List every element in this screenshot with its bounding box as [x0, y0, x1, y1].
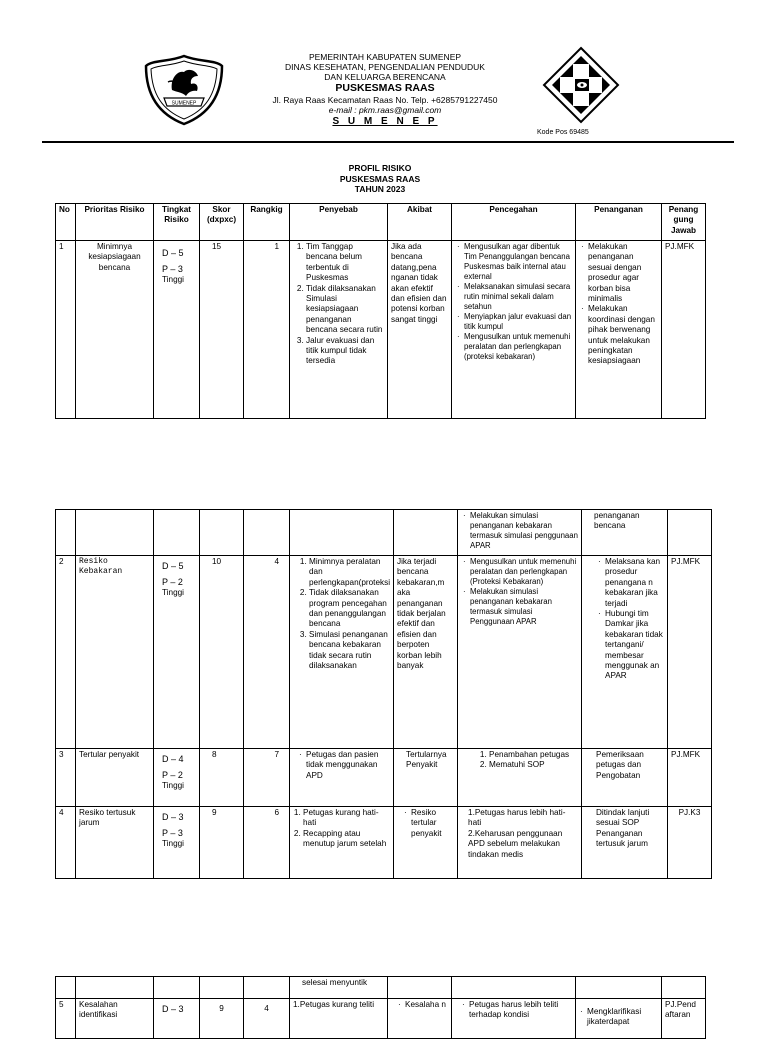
list-item: · Melakukan simulasi penanganan kebakaran termasuk simulasi penggunaan APAR [470, 511, 578, 551]
akibat: Tertularnya Penyakit [394, 749, 458, 807]
col-tingkat: Tingkat Risiko [154, 204, 200, 241]
risk-level [154, 556, 200, 749]
list-item: 2. Recapping atau menutup jarum setelah [303, 829, 390, 850]
list-item: 1. Penambahan petugas [489, 750, 578, 760]
row-no: 1 [56, 241, 76, 419]
level-d: D – 4 [162, 754, 184, 764]
title-line-2: PUSKESMAS RAAS [339, 173, 421, 184]
puskesmas-logo [542, 46, 620, 129]
level-d: D – 5 [162, 561, 184, 571]
list-item: · Melaksanakan simulasi secara rutin minimal sekali dalam setahun [464, 282, 572, 312]
level-p: P – 3 [162, 264, 183, 275]
akibat [394, 807, 458, 879]
penyebab: 1.Petugas kurang teliti [290, 999, 388, 1039]
penanganan-list [582, 556, 668, 749]
list-item: · Menyiapkan jalur evakuasi dan titik kumpul [464, 312, 572, 332]
rank: 1 [244, 241, 290, 419]
pencegahan-cont [458, 510, 582, 556]
pj: PJ.Pend aftaran [662, 999, 706, 1039]
level-p: P – 2 [162, 577, 183, 588]
risk-level [154, 241, 200, 419]
level-d: D – 5 [162, 248, 184, 258]
list-item: · Melakukan simulasi penanganan kebakaran termasuk simulasi Penggunaan APAR [470, 587, 578, 627]
penyebab [290, 749, 394, 807]
letterhead-divider [42, 141, 734, 143]
list-item: · Mengklarifikasi jikaterdapat [587, 1007, 658, 1028]
risk-table-page-1 [55, 203, 706, 419]
col-pj: Penang gung Jawab [662, 204, 706, 241]
pj: PJ.MFK [668, 556, 712, 749]
level-p: P – 2 [162, 770, 183, 781]
row-no: 5 [56, 999, 76, 1039]
col-pencegahan: Pencegahan [452, 204, 576, 241]
risk-name: Minimnya kesiapsiagaan bencana [76, 241, 154, 419]
list-item: 2. Tidak dilaksanakan program pencegahan dan penanggulangan bencana [309, 588, 390, 630]
score: 9 [200, 999, 244, 1039]
score: 10 [200, 556, 244, 749]
penanganan-list [576, 241, 662, 419]
list-item: · Mengusulkan agar dibentuk Tim Penanggulangan bencana Puskesmas baik internal atau external [464, 242, 572, 282]
dept-line: DINAS KESEHATAN, PENGENDALIAN PENDUDUK [285, 62, 485, 72]
penanganan-cont: penanganan bencana [582, 510, 668, 556]
risk-level [154, 999, 200, 1039]
list-item: · Resiko tertular penyakit [411, 808, 454, 839]
list-item: 3. Simulasi penanganan bencana kebakaran tidak secara rutin dilaksanakan [309, 630, 390, 672]
pj: PJ.MFK [668, 749, 712, 807]
level-label: Tinggi [162, 780, 184, 790]
rank: 4 [244, 556, 290, 749]
col-no: No [56, 204, 76, 241]
level-d: D – 3 [162, 1004, 184, 1014]
letterhead [240, 52, 530, 128]
rank: 6 [244, 807, 290, 879]
col-prioritas: Prioritas Risiko [76, 204, 154, 241]
title-line-1: PROFIL RISIKO [348, 163, 412, 173]
list-item: 1. Tim Tanggap bencana belum terbentuk di Puskesmas [306, 242, 384, 284]
col-skor: Skor (dxpxc) [200, 204, 244, 241]
pj: PJ.K3 [668, 807, 712, 879]
list-item: · Melakukan penanganan sesuai dengan prosedur agar korban bisa minimalis [588, 242, 658, 304]
rank: 4 [244, 999, 290, 1039]
col-penanganan: Penanganan [576, 204, 662, 241]
pencegahan-list [458, 807, 582, 879]
header-row [56, 204, 706, 241]
postal-code: Kode Pos 69485 [537, 129, 589, 136]
title-line-3: TAHUN 2023 [354, 184, 406, 194]
email: e-mail : pkm.raas@gmail.com [328, 105, 442, 115]
sumenep-regency-logo [144, 54, 224, 131]
risk-name: Resiko tertusuk jarum [76, 807, 154, 879]
pencegahan [452, 999, 576, 1039]
rank: 7 [244, 749, 290, 807]
level-label: Tinggi [162, 587, 184, 597]
city: S U M E N E P [332, 116, 438, 127]
level-p: P – 3 [162, 828, 183, 839]
list-item: · Petugas harus lebih teliti terhadap kondisi [469, 1000, 572, 1021]
col-akibat: Akibat [388, 204, 452, 241]
gov-line: PEMERINTAH KABUPATEN SUMENEP [308, 52, 462, 62]
table-row [56, 999, 706, 1039]
table-row [56, 807, 712, 879]
risk-table-page-3 [55, 976, 706, 1039]
pencegahan-list [452, 241, 576, 419]
list-item: 1. Minimnya peralatan dan perlengkapan(proteksi [309, 557, 390, 588]
row-no: 2 [56, 556, 76, 749]
col-penyebab: Penyebab [290, 204, 388, 241]
pencegahan-list [458, 749, 582, 807]
risk-name: Resiko Kebakaran [76, 556, 154, 749]
list-item: · Kesalaha n [405, 1000, 448, 1010]
dept-line-2: DAN KELUARGA BERENCANA [324, 72, 446, 82]
list-item: 2.Keharusan penggunaan APD sebelum melakukan tindakan medis [468, 828, 563, 859]
penyebab-cont: selesai menyuntik [290, 977, 388, 999]
level-label: Tinggi [162, 838, 184, 848]
score: 9 [200, 807, 244, 879]
list-item: 3. Jalur evakuasi dan titik kumpul tidak tersedia [306, 336, 384, 367]
org-name: PUSKESMAS RAAS [335, 82, 435, 94]
penanganan [576, 999, 662, 1039]
akibat: Jika terjadi bencana kebakaran,m aka penanganan tidak berjalan efektif dan efisien dan berpoten korban lebih banyak [394, 556, 458, 749]
table-row [56, 510, 712, 556]
list-item: · Mengusulkan untuk memenuhi peralatan dan perlengkapan (proteksi kebakaran) [464, 332, 572, 362]
penyebab-list [290, 807, 394, 879]
list-item: 1.Petugas harus lebih hati-hati [468, 808, 566, 828]
risk-table-page-2 [55, 509, 712, 879]
penyebab-list [290, 241, 388, 419]
risk-level [154, 749, 200, 807]
akibat: Jika ada bencana datang,pena nganan tidak akan efektif dan efisien dan potensi korban sangat tinggi [388, 241, 452, 419]
table-row [56, 977, 706, 999]
document-title [280, 163, 480, 195]
col-rangking: Rangkig [244, 204, 290, 241]
risk-name: Kesalahan identifikasi [76, 999, 154, 1039]
table-row [56, 241, 706, 419]
score: 8 [200, 749, 244, 807]
pj: PJ.MFK [662, 241, 706, 419]
list-item: 2. Tidak dilaksanakan Simulasi kesiapsiagaan penanganan bencana secara rutin [306, 284, 384, 336]
penanganan: Pemeriksaan petugas dan Pengobatan [582, 749, 668, 807]
score: 15 [200, 241, 244, 419]
akibat [388, 999, 452, 1039]
list-item: 2. Mematuhi SOP [489, 760, 578, 770]
level-d: D – 3 [162, 812, 184, 822]
svg-text:SUMENEP: SUMENEP [171, 100, 197, 107]
row-no: 4 [56, 807, 76, 879]
penanganan: Ditindak lanjuti sesuai SOP Penanganan tertusuk jarum [582, 807, 668, 879]
risk-level [154, 807, 200, 879]
row-no: 3 [56, 749, 76, 807]
list-item: · Petugas dan pasien tidak menggunakan APD [306, 750, 390, 781]
list-item: · Melaksana kan prosedur penangana n kebakaran jika terjadi [605, 557, 664, 609]
level-label: Tinggi [162, 274, 184, 284]
address: Jl. Raya Raas Kecamatan Raas No. Telp. +6285791227450 [272, 95, 498, 105]
list-item: · Mengusulkan untuk memenuhi peralatan dan perlengkapan (Proteksi Kebakaran) [470, 557, 578, 587]
table-row [56, 556, 712, 749]
list-item: · Melakukan koordinasi dengan pihak berwenang untuk melakukan peningkatan kesiapsiagaan [588, 304, 658, 366]
penyebab-list [290, 556, 394, 749]
list-item: 1. Petugas kurang hati-hati [303, 808, 390, 829]
pencegahan-list [458, 556, 582, 749]
table-row [56, 749, 712, 807]
list-item: · Hubungi tim Damkar jika kebakaran tidak tertangani/ membesar menggunak an APAR [605, 609, 664, 682]
risk-name: Tertular penyakit [76, 749, 154, 807]
